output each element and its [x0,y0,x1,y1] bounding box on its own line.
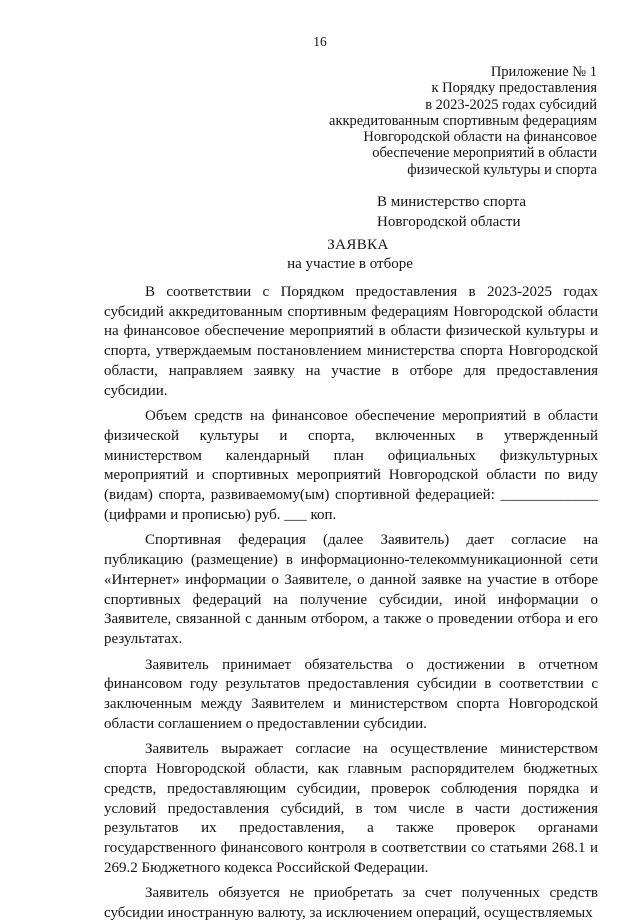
addressee-line: Новгородской области [377,213,521,230]
appendix-line: физической культуры и спорта [407,161,597,178]
body-paragraph: Объем средств на финансовое обеспечение мероприятий в области физической культуры и спорта, включенных в утвержденный министерством календарный план официальных физкультурных мероприятий и спортивных мероприятий Новгородской области по виду (видам) спорта, развиваемому(ым) спортивной федерацией: _____________ (цифрами и прописью) руб. ___ коп. [104,408,598,523]
appendix-header [329,64,597,178]
page-number: 16 [313,34,327,49]
appendix-line: Приложение № 1 [490,64,597,80]
body-paragraph: В соответствии с Порядком предоставления в 2023-2025 годах субсидий аккредитованным спортивным федерациям Новгородской области на финансовое обеспечение мероприятий в области физической культуры и спорта, утверждаемым постановлением министерства спорта Новгородской области, направляем заявку на участие в отборе для предоставления субсидии. [104,284,598,399]
appendix-line: обеспечение мероприятий в области [372,145,597,162]
addressee-block [377,193,526,232]
appendix-line: Новгородской области на финансовое [363,129,597,146]
document-body [104,283,598,924]
document-title: ЗАЯВКА [327,237,389,253]
body-paragraph: Заявитель обязуется не приобретать за счет полученных средств субсидии иностранную валюту, за исключением операций, осуществляемых [104,885,598,922]
document-subtitle: на участие в отборе [287,256,413,272]
body-paragraph: Заявитель выражает согласие на осуществление министерством спорта Новгородской области, как главным распорядителем бюджетных средств, предоставляющим субсидии, проверок соблюдения порядка и условий предоставления субсидий, в том числе в части достижения результатов их предоставления, а также проверок органами государственного финансового контроля в соответствии со статьями 268.1 и 269.2 Бюджетного кодекса Российской Федерации. [104,741,598,876]
addressee-line: В министерство спорта [377,194,527,210]
body-paragraph: Спортивная федерация (далее Заявитель) дает согласие на публикацию (размещение) в информационно-телекоммуникационной сети «Интернет» информации о Заявителе, о данной заявке на участие в отборе спортивных федераций на получение субсидии, иной информации о Заявителе, связанной с данным отбором, а также о проведении отбора и его результатах. [104,532,598,647]
body-paragraph: Заявитель принимает обязательства о достижении в отчетном финансовом году результатов предоставления субсидии в соответствии с заключенным между Заявителем и министерством спорта Новгородской области соглашением о предоставлении субсидии. [104,656,598,732]
appendix-line: к Порядку предоставления [431,80,597,97]
appendix-line: в 2023-2025 годах субсидий [425,96,597,113]
appendix-line: аккредитованным спортивным федерациям [329,112,597,129]
